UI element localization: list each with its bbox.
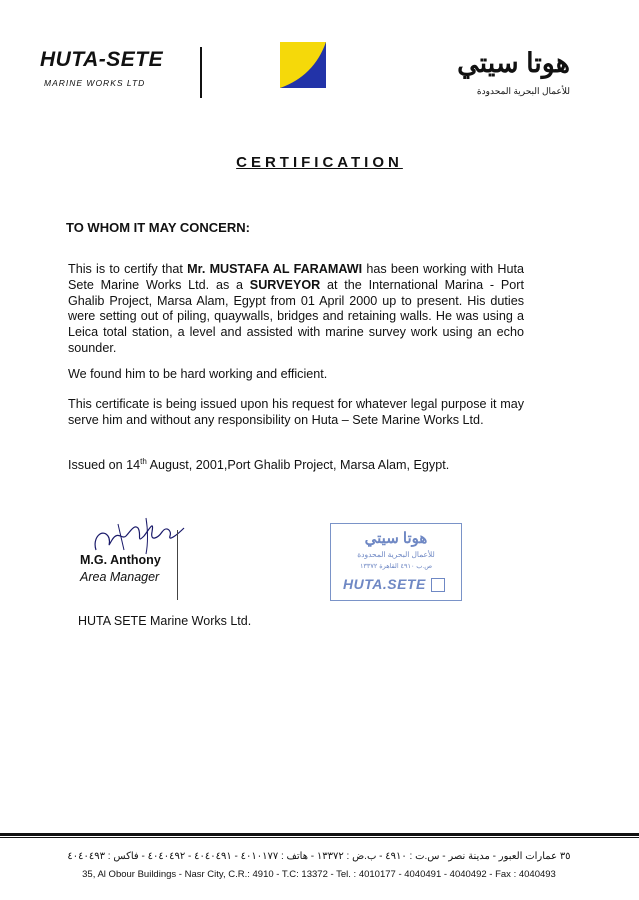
- stamp-english-name: HUTA.SETE: [343, 576, 426, 592]
- signatory-title: Area Manager: [80, 570, 160, 584]
- employee-name: Mr. MUSTAFA AL FARAMAWI: [187, 262, 363, 276]
- text-span: Issued on 14: [68, 458, 141, 473]
- stamp-emblem-icon: [431, 578, 445, 592]
- issue-date-paragraph: [68, 454, 524, 474]
- company-logo-subtitle: MARINE WORKS LTD: [44, 78, 146, 88]
- company-emblem-icon: [280, 42, 326, 88]
- footer-divider: [0, 833, 639, 836]
- footer-address-arabic: ٣٥ عمارات العبور - مدينة نصر - س.ت : ٤٩١٠ - ب.ض : ١٣٣٧٢ - هاتف : ٤٠١٠١٧٧ - ٤٠٤٠٤٩١ - ٤٠٤٠٤٩٢ - فاكس : ٤٠٤٠٤٩٣: [67, 851, 571, 862]
- signatory-company: HUTA SETE Marine Works Ltd.: [78, 614, 252, 628]
- purpose-paragraph: This certificate is being issued upon his request for whatever legal purpose it may serve him and without any responsibility on Huta – Sete Marine Works Ltd.: [68, 397, 524, 427]
- footer-address-english: 35, Al Obour Buildings - Nasr City, C.R.: 4910 - T.C: 13372 - Tel. : 4010177 - 4040491 - 4040492 - Fax : 4040493: [82, 869, 556, 880]
- company-stamp: [330, 523, 462, 601]
- signature-stroke: [177, 530, 178, 600]
- stamp-address: ص.ب ٤٩١٠ القاهرة ١٣٣٧٢: [359, 563, 433, 570]
- footer-divider: [0, 837, 639, 838]
- text-span: at the International Marina - Port Ghalib Project, Marsa Alam, Egypt from 01 April 2000 up to present. His duties were setting out of piling, quaywalls, bridges and retaining walls. He was using a Leica total station, a level and assisted with marine survey work using an echo sounder.: [68, 277, 524, 355]
- employee-role: SURVEYOR: [249, 277, 321, 292]
- logo-divider: [200, 47, 202, 98]
- stamp-arabic-subtitle: للأعمال البحرية المحدودة: [357, 550, 435, 559]
- company-logo-arabic: هوتا سيتي: [457, 48, 570, 78]
- stamp-arabic-name: هوتا سيتي: [364, 530, 428, 547]
- salutation: TO WHOM IT MAY CONCERN:: [66, 220, 250, 235]
- text-span: This is to certify that: [68, 262, 188, 276]
- certification-paragraph: [68, 262, 524, 357]
- text-span: August, 2001,Port Ghalib Project, Marsa Alam, Egypt.: [146, 458, 450, 473]
- signatory-name: M.G. Anthony: [80, 553, 161, 567]
- document-title: CERTIFICATION: [236, 154, 403, 171]
- text-span: has been working with Huta Sete Marine Works Ltd. as a: [68, 262, 524, 292]
- ordinal-suffix: th: [140, 457, 147, 466]
- company-logo-english: HUTA-SETE: [40, 48, 164, 71]
- company-logo-arabic-subtitle: للأعمال البحرية المحدودة: [476, 86, 570, 96]
- evaluation-paragraph: We found him to be hard working and efficient.: [68, 367, 328, 381]
